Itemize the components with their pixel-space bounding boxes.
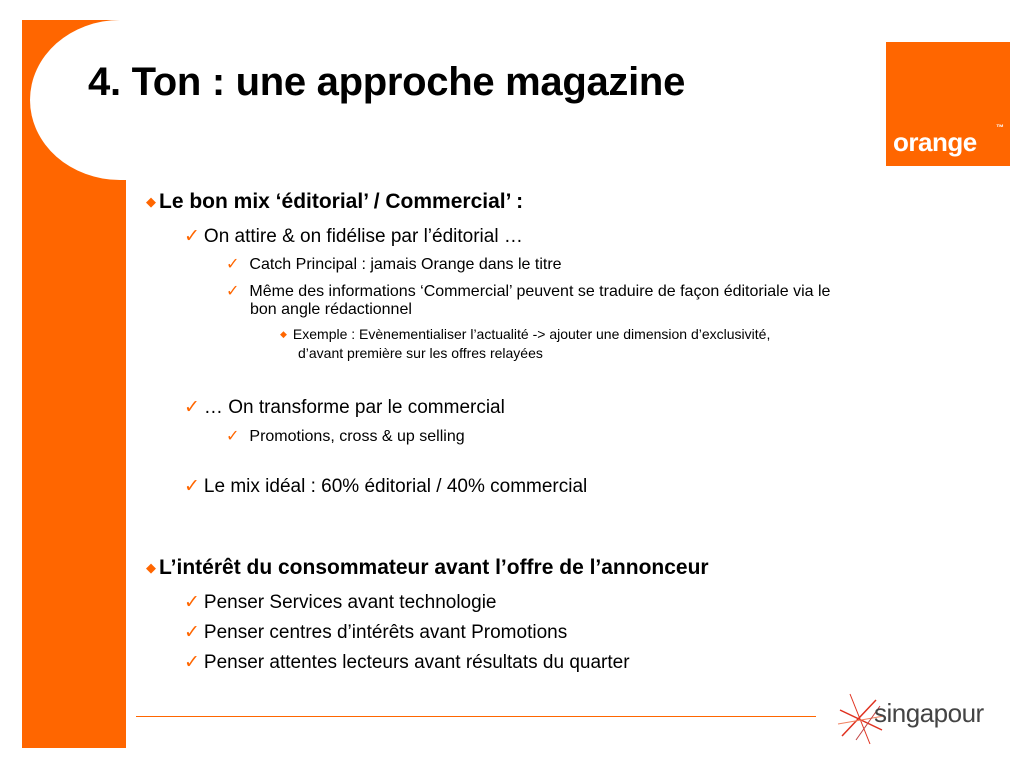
- bullet-text: Catch Principal : jamais Orange dans le titre: [249, 256, 562, 273]
- bullet-level2-mix-ideal: [184, 475, 587, 498]
- bullet-level3-promotions: [226, 426, 465, 446]
- bullet-level2-centres: [184, 621, 567, 644]
- check-bullet-icon: ✓: [184, 622, 200, 643]
- bullet-text: Le mix idéal : 60% éditorial / 40% commercial: [203, 476, 588, 497]
- bullet-level1-editorial-mix: [146, 190, 523, 214]
- bullet-level3-catch: [226, 254, 562, 274]
- bullet-text: Penser centres d’intérêts avant Promotions: [203, 622, 568, 643]
- bullet-level3-meme: [226, 281, 830, 301]
- bullet-text: Penser Services avant technologie: [203, 592, 497, 613]
- bullet-level2-transforme: [184, 396, 505, 419]
- bullet-level4-exemple: [280, 326, 770, 342]
- diamond-bullet-icon: ◆: [146, 194, 156, 209]
- check-bullet-icon: ✓: [184, 397, 200, 418]
- bullet-text: Promotions, cross & up selling: [249, 428, 465, 445]
- check-bullet-icon: ✓: [226, 256, 240, 273]
- bullet-text: L’intérêt du consommateur avant l’offre de l’annonceur: [159, 556, 709, 579]
- slide-title: 4. Ton : une approche magazine: [88, 60, 686, 104]
- check-bullet-icon: ✓: [184, 652, 200, 673]
- bullet-text: Penser attentes lecteurs avant résultats du quarter: [203, 652, 630, 673]
- footer-rule: [136, 716, 816, 717]
- bullet-level3-meme-continued: bon angle rédactionnel: [250, 301, 412, 318]
- check-bullet-icon: ✓: [184, 226, 200, 247]
- singapour-logo-text: singapour: [874, 698, 984, 728]
- bullet-text: … On transforme par le commercial: [203, 397, 505, 418]
- diamond-bullet-icon: ◆: [146, 560, 156, 575]
- check-bullet-icon: ✓: [184, 476, 200, 497]
- bullet-level2-attentes: [184, 651, 630, 674]
- bullet-level2-services: [184, 591, 496, 614]
- bullet-text: Le bon mix ‘éditorial’ / Commercial’ :: [159, 190, 524, 213]
- orange-logo-text: orange: [893, 127, 977, 157]
- bullet-text: On attire & on fidélise par l’éditorial …: [203, 226, 523, 247]
- check-bullet-icon: ✓: [184, 592, 200, 613]
- check-bullet-icon: ✓: [226, 428, 240, 445]
- check-bullet-icon: ✓: [226, 283, 240, 300]
- diamond-bullet-icon: ◆: [280, 329, 287, 339]
- bullet-level4-exemple-continued: d’avant première sur les offres relayées: [298, 345, 543, 361]
- orange-logo-trademark: ™: [996, 123, 1004, 132]
- bullet-text: Même des informations ‘Commercial’ peuvent se traduire de façon éditoriale via le: [249, 283, 831, 300]
- bullet-text: Exemple : Evènementialiser l’actualité -> ajouter une dimension d’exclusivité,: [292, 326, 771, 342]
- orange-logo: [886, 42, 1010, 166]
- bullet-level2-attire: [184, 225, 523, 248]
- singapour-logo: [836, 690, 1006, 746]
- bullet-level1-consumer-interest: [146, 556, 709, 580]
